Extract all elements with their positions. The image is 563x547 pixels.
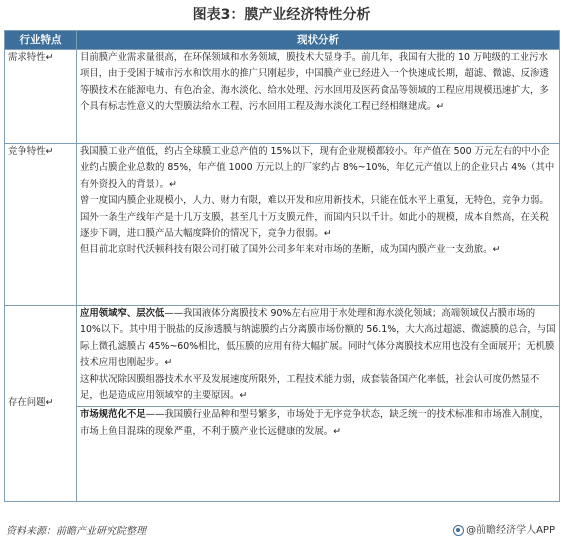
brand-watermark: [453, 521, 555, 536]
section-extra: 这种状况除因膜组器技术水平及发展速度所限外，工程技术能力弱，成套装备国产化率低，社会认可度仍然显不足，也是造成应用领域窄的主要原因。↵: [80, 373, 540, 402]
brand-logo-icon: [453, 525, 464, 536]
column-header-analysis: 现状分析: [77, 31, 560, 50]
row-label-problems: 存在问题↵: [5, 306, 77, 502]
row-label-competition: 竞争特性↵: [5, 144, 77, 306]
paragraph: 但目前北京时代沃顿科技有限公司打破了国外公司多年来对市场的垄断，成为国内膜产业一支劲旅。↵: [80, 244, 501, 256]
row-label-demand: 需求特性↵: [5, 50, 77, 144]
problem-section-application: [77, 306, 559, 407]
table-row: [5, 50, 560, 144]
table-row: [5, 306, 560, 502]
brand-name: @前瞻经济学人APP: [466, 525, 555, 536]
section-text: ——我国膜行业品种和型号繁多，市场处于无序竞争状态，缺乏统一的技术标准和市场准入制度，市场上鱼目混珠的现象严重，不利于膜产业长远健康的发展。↵: [80, 409, 549, 437]
column-header-feature: 行业特点: [5, 31, 77, 50]
paragraph: 目前膜产业需求量很高，在环保领域和水务领域，膜技术大显身手。前几年，我国有大批的 10 万吨级的工业污水项目，由于受困于城市污水和饮用水的推广只刚起步，中国膜产业已经进入一个快速成长期，超滤、微滤、反渗透等膜技术在能源电力、有色冶金、海水淡化、给水处理、污水回用及医药食品等领域的工程应用规模迅速扩大，多个具有标志性意义的大型膜法给水工程、污水回用工程及海水淡化工程已经相继建成。↵: [80, 52, 549, 113]
source-note: 资料来源：前瞻产业研究院整理: [6, 526, 146, 537]
section-heading: 市场规范化不足: [80, 409, 146, 421]
table-row: [5, 144, 560, 306]
paragraph: 我国膜工业产值低，约占全球膜工业总产值的 15%以下，现有企业规模都较小。年产值在 500 万元左右的中小企业约占膜企业总数的 85%，年产值 1000 万元以上的厂家约占 8%~10%，年亿元产值以上的企业只占 4%（其中有外资投入的背景）。↵: [80, 146, 555, 190]
section-text: ——我国液体分离膜技术 90%左右应用于水处理和海水淡化领域；高端领域仅占膜市场的 10%以下。其中用于脱盐的反渗透膜与纳滤膜约占分离膜市场份额的 56.1%，大大高过超滤、微滤膜的总合，与国际上微孔滤膜占 45%~60%相比，低压膜的应用有待大幅扩展。同时气体分离膜技术应用也没有全面展开；无机膜技术应用也刚起步。↵: [80, 308, 556, 369]
row-content-problems: [77, 306, 560, 502]
problem-section-market: [77, 407, 559, 442]
paragraph: 曾一度国内膜企业规模小，人力、财力有限，难以开发和应用新技术，只能在低水平上重复，无特色，竞争力弱。国外一条生产线年产是十几万支膜，甚至几十万支膜元件，而国内只以千计。如此小的规模，成本自然高，在关税逐步下调，进口膜产品大幅度降价的情况下，竞争力很弱。↵: [80, 195, 549, 240]
section-heading: 应用领域窄、层次低: [80, 308, 165, 319]
analysis-table: [4, 30, 560, 502]
figure-title: 图表3：膜产业经济特性分析: [192, 7, 371, 23]
table-header-row: [5, 31, 560, 50]
row-content-demand: [77, 50, 560, 144]
row-content-competition: [77, 144, 560, 306]
